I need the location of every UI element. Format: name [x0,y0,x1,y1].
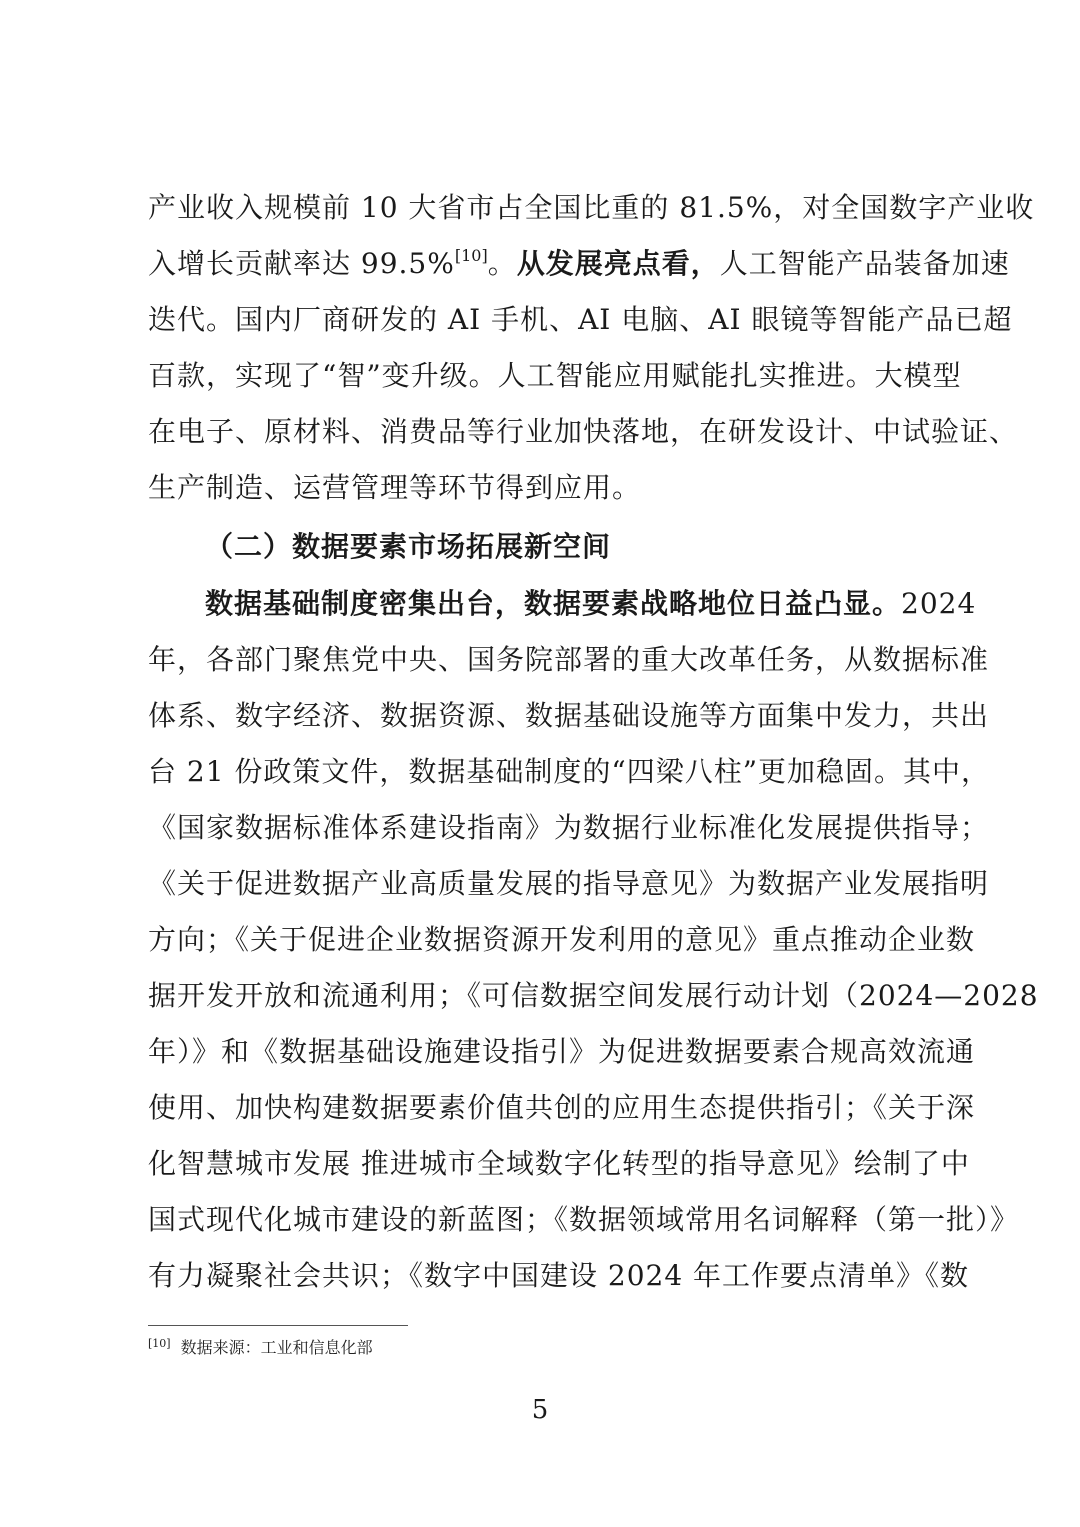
paragraph-2-line-1 [205,586,977,622]
paragraph-2-lead-in: 数据基础制度密集出台，数据要素战略地位日益凸显。 [205,587,902,620]
footnote-reference: [10] [454,246,488,265]
paragraph-1-line-5: 在电子、原材料、消费品等行业加快落地，在研发设计、中试验证、 [148,415,1019,448]
paragraph-2-line-6: 《关于促进数据产业高质量发展的指导意见》为数据产业发展指明 [148,867,990,900]
paragraph-1-line-2-text-c: 人工智能产品装备加速 [719,247,1010,280]
footnote [148,1336,373,1362]
footnote-mark: [10] [148,1337,171,1350]
paragraph-2-line-12: 国式现代化城市建设的新蓝图；《数据领域常用名词解释（第一批）》 [148,1203,1020,1236]
paragraph-2-line-5: 《国家数据标准体系建设指南》为数据行业标准化发展提供指导； [148,811,990,844]
highlight-lead-in: 从发展亮点看， [516,247,720,280]
paragraph-1-line-1: 产业收入规模前 10 大省市占全国比重的 81.5%，对全国数字产业收 [148,191,1035,224]
paragraph-2-line-10: 使用、加快构建数据要素价值共创的应用生态提供指引；《关于深 [148,1091,976,1124]
section-heading: （二）数据要素市场拓展新空间 [205,530,612,563]
paragraph-2-line-1-rest: 2024 [901,587,977,620]
page-number: 5 [531,1395,549,1425]
paragraph-1-line-4: 百款，实现了“智”变升级。人工智能应用赋能扎实推进。大模型 [148,359,962,392]
paragraph-2-line-3: 体系、数字经济、数据资源、数据基础设施等方面集中发力，共出 [148,699,990,732]
paragraph-2-line-2: 年，各部门聚焦党中央、国务院部署的重大改革任务，从数据标准 [148,643,990,676]
paragraph-2-line-11: 化智慧城市发展 推进城市全域数字化转型的指导意见》绘制了中 [148,1147,970,1180]
paragraph-1-line-2-text-a: 入增长贡献率达 99.5% [148,247,455,280]
paragraph-1-line-3: 迭代。国内厂商研发的 AI 手机、AI 电脑、AI 眼镜等智能产品已超 [148,303,1013,336]
paragraph-2-line-9: 年）》和《数据基础设施建设指引》为促进数据要素合规高效流通 [148,1035,976,1068]
footnote-text: 数据来源：工业和信息化部 [180,1338,373,1357]
paragraph-2-line-13: 有力凝聚社会共识；《数字中国建设 2024 年工作要点清单》《数 [148,1259,970,1292]
paragraph-1-line-2 [148,246,1010,282]
footnote-divider [148,1325,408,1326]
paragraph-2-line-8: 据开发开放和流通利用；《可信数据空间发展行动计划（2024—2028 [148,979,1039,1012]
paragraph-1-line-2-text-b: 。 [487,247,517,280]
paragraph-2-line-4: 台 21 份政策文件，数据基础制度的“四梁八柱”更加稳固。其中， [148,755,991,788]
paragraph-1-line-6: 生产制造、运营管理等环节得到应用。 [148,471,642,504]
paragraph-2-line-7: 方向；《关于促进企业数据资源开发利用的意见》重点推动企业数 [148,923,976,956]
